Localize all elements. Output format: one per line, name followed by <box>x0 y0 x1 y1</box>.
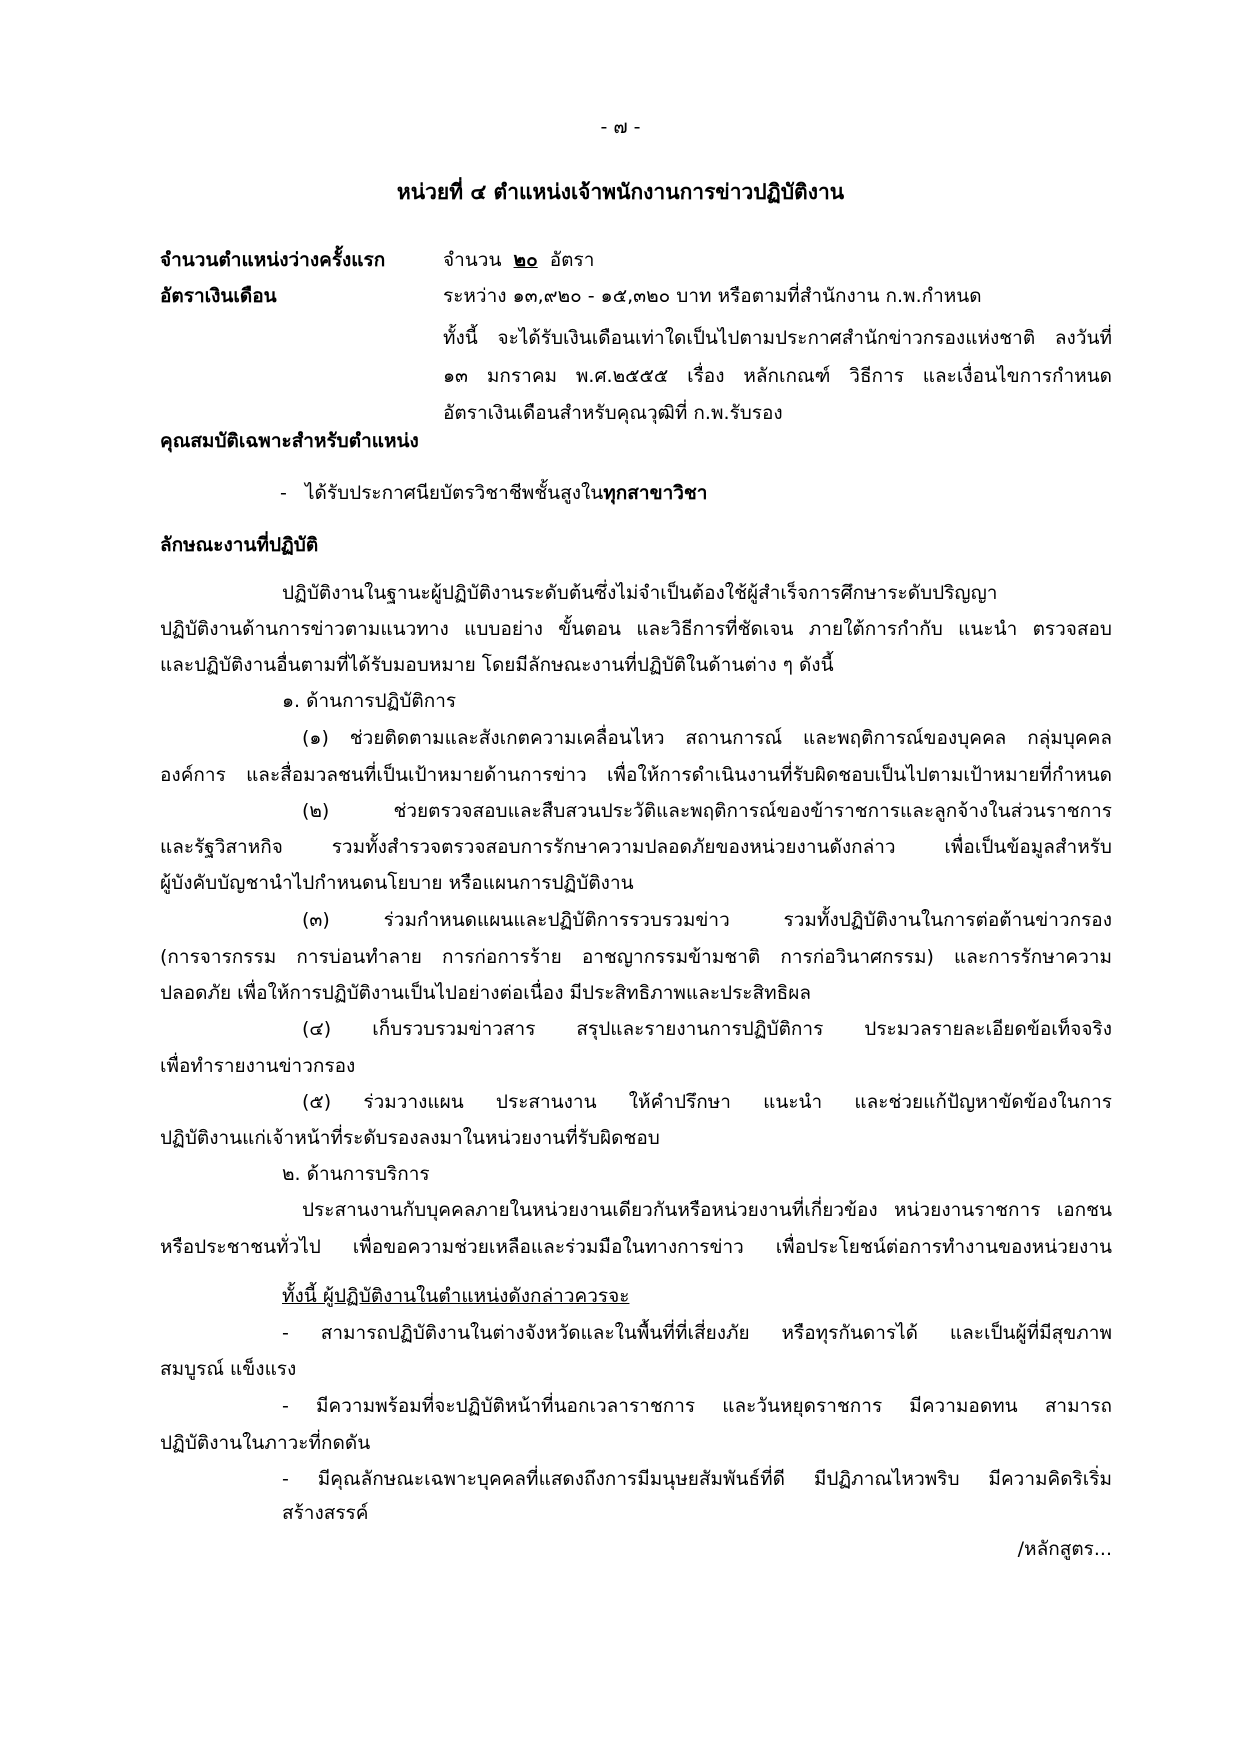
duties-intro-line: ปฏิบัติงานด้านการข่าวตามแนวทาง แบบอย่าง ขั้นตอน และวิธีการที่ชัดเจน ภายใต้การกำกับ แนะนำ ตรวจสอบ <box>160 618 1112 640</box>
duties-heading: ลักษณะงานที่ปฏิบัติ <box>160 534 319 556</box>
item-2: (๒) ช่วยตรวจสอบและสืบสวนประวัติและพฤติการณ์ของข้าราชการและลูกจ้างในส่วนราชการ <box>302 800 1112 822</box>
salary-note: ทั้งนี้ จะได้รับเงินเดือนเท่าใดเป็นไปตามประกาศสำนักข่าวกรองแห่งชาติ ลงวันที่ <box>443 327 1112 349</box>
item-2: ผู้บังคับบัญชานำไปกำหนดนโยบาย หรือแผนการปฏิบัติงาน <box>160 872 634 894</box>
item-3: (การจารกรรม การบ่อนทำลาย การก่อการร้าย อาชญากรรมข้ามชาติ การก่อวินาศกรรม) และการรักษาความ <box>160 946 1112 968</box>
section-operations: ๑. ด้านการปฏิบัติการ <box>282 690 457 712</box>
requirement-2: ปฏิบัติงานในภาวะที่กดดัน <box>160 1432 371 1454</box>
item-4: เพื่อทำรายงานข่าวกรอง <box>160 1055 356 1077</box>
salary-note: อัตราเงินเดือนสำหรับคุณวุฒิที่ ก.พ.รับรอง <box>443 402 783 424</box>
requirements-heading: ทั้งนี้ ผู้ปฏิบัติงานในตำแหน่งดังกล่าวควรจะ <box>282 1285 630 1307</box>
vacancy-suffix: อัตรา <box>549 249 595 271</box>
requirement-1: - สามารถปฏิบัติงานในต่างจังหวัดและในพื้นที่ที่เสี่ยงภัย หรือทุรกันดารได้ และเป็นผู้ที่มีสุขภาพ <box>282 1322 1112 1344</box>
requirement-1: สมบูรณ์ แข็งแรง <box>160 1358 297 1380</box>
item-2: และรัฐวิสาหกิจ รวมทั้งสำรวจตรวจสอบการรักษาความปลอดภัยของหน่วยงานดังกล่าว เพื่อเป็นข้อมูลสำหรับ <box>160 836 1112 858</box>
requirement-2: - มีความพร้อมที่จะปฏิบัติหน้าที่นอกเวลาราชการ และวันหยุดราชการ มีความอดทน สามารถ <box>282 1395 1112 1417</box>
vacancy-value <box>443 243 594 277</box>
service-line: หรือประชาชนทั่วไป เพื่อขอความช่วยเหลือและร่วมมือในทางการข่าว เพื่อประโยชน์ต่อการทำงานของหน่วยงาน <box>160 1236 1112 1258</box>
qualification-text-normal: ได้รับประกาศนียบัตรวิชาชีพชั้นสูงใน <box>305 482 604 504</box>
item-4: (๔) เก็บรวบรวมข่าวสาร สรุปและรายงานการปฏิบัติการ ประมวลรายละเอียดข้อเท็จจริง <box>302 1018 1112 1040</box>
duties-intro-line: และปฏิบัติงานอื่นตามที่ได้รับมอบหมาย โดยมีลักษณะงานที่ปฏิบัติในด้านต่าง ๆ ดังนี้ <box>160 654 834 676</box>
qualification-text <box>305 476 707 510</box>
continuation-note: /หลักสูตร... <box>1017 1538 1112 1560</box>
vacancy-count: ๒๐ <box>513 249 538 271</box>
item-3: ปลอดภัย เพื่อให้การปฏิบัติงานเป็นไปอย่างต่อเนื่อง มีประสิทธิภาพและประสิทธิผล <box>160 982 812 1004</box>
item-5: ปฏิบัติงานแก่เจ้าหน้าที่ระดับรองลงมาในหน่วยงานที่รับผิดชอบ <box>160 1127 660 1149</box>
qualification-bullet: - <box>280 482 287 504</box>
vacancy-label: จำนวนตำแหน่งว่างครั้งแรก <box>160 249 386 271</box>
item-5: (๕) ร่วมวางแผน ประสานงาน ให้คำปรึกษา แนะนำ และช่วยแก้ปัญหาขัดข้องในการ <box>302 1091 1112 1113</box>
section-service: ๒. ด้านการบริการ <box>282 1163 430 1185</box>
item-3: (๓) ร่วมกำหนดแผนและปฏิบัติการรวบรวมข่าว รวมทั้งปฏิบัติงานในการต่อต้านข่าวกรอง <box>302 909 1112 931</box>
salary-note: ๑๓ มกราคม พ.ศ.๒๕๕๕ เรื่อง หลักเกณฑ์ วิธีการ และเงื่อนไขการกำหนด <box>443 365 1112 387</box>
item-1: องค์การ และสื่อมวลชนที่เป็นเป้าหมายด้านการข่าว เพื่อให้การดำเนินงานที่รับผิดชอบเป็นไปตามเป้าหมายที่กำหนด <box>160 764 1112 786</box>
qualification-text-bold: ทุกสาขาวิชา <box>603 482 708 504</box>
vacancy-prefix: จำนวน <box>443 249 502 271</box>
salary-range: ระหว่าง ๑๓,๙๒๐ - ๑๕,๓๒๐ บาท หรือตามที่สำนักงาน ก.พ.กำหนด <box>443 285 982 307</box>
page-number: - ๗ - <box>600 116 641 138</box>
page-title: หน่วยที่ ๔ ตำแหน่งเจ้าพนักงานการข่าวปฏิบัติงาน <box>396 180 845 204</box>
qualification-heading: คุณสมบัติเฉพาะสำหรับตำแหน่ง <box>160 430 419 452</box>
requirement-3: - มีคุณลักษณะเฉพาะบุคคลที่แสดงถึงการมีมนุษยสัมพันธ์ที่ดี มีปฏิภาณไหวพริบ มีความคิดริเริ่มสร้างสรรค์ <box>282 1468 1112 1524</box>
service-line: ประสานงานกับบุคคลภายในหน่วยงานเดียวกันหรือหน่วยงานที่เกี่ยวข้อง หน่วยงานราชการ เอกชน <box>302 1199 1112 1221</box>
duties-intro-line: ปฏิบัติงานในฐานะผู้ปฏิบัติงานระดับต้นซึ่งไม่จำเป็นต้องใช้ผู้สำเร็จการศึกษาระดับปริญญา <box>282 582 998 604</box>
item-1: (๑) ช่วยติดตามและสังเกตความเคลื่อนไหว สถานการณ์ และพฤติการณ์ของบุคคล กลุ่มบุคคล <box>302 727 1112 749</box>
salary-label: อัตราเงินเดือน <box>160 285 277 307</box>
